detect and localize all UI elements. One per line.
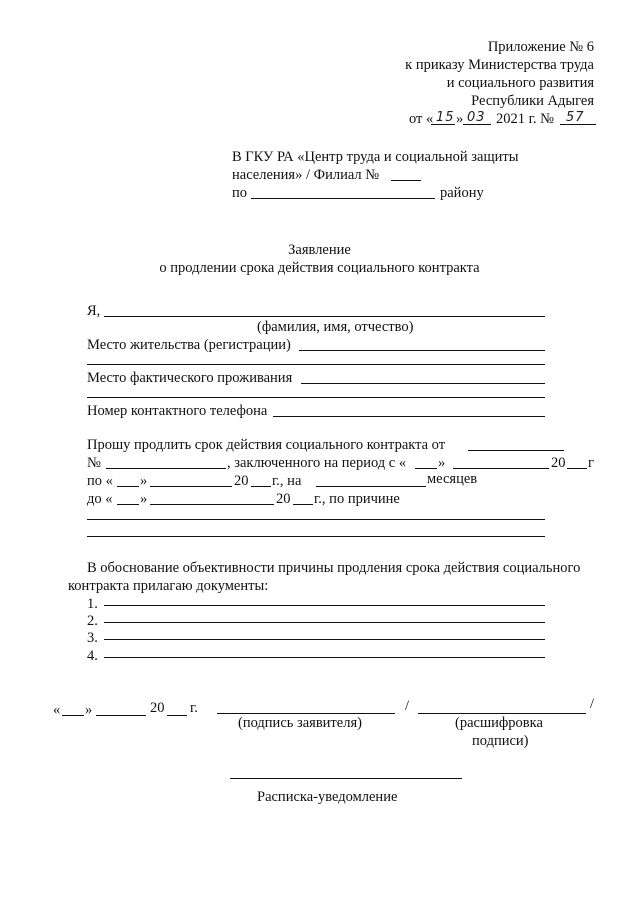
request-until-quote: »: [140, 491, 148, 507]
document-subtitle: о продлении срока действия социального контракта: [159, 260, 480, 276]
sign-slash-1: /: [405, 698, 410, 714]
signature-decode-caption-1: (расшифровка: [455, 715, 543, 731]
document-item-2-number: 2.: [87, 613, 98, 629]
order-year-number-label: 2021 г. №: [496, 111, 555, 127]
request-period-from-quote: »: [438, 455, 446, 471]
request-period-from-label: , заключенного на период с «: [227, 455, 407, 471]
request-period-from-g: г: [588, 455, 594, 471]
request-until-label: до «: [87, 491, 113, 507]
document-item-4-number: 4.: [87, 648, 98, 664]
documents-intro-line-2: контракта прилагаю документы:: [68, 578, 269, 594]
request-line-1: Прошу продлить срок действия социального контракта от: [87, 437, 446, 453]
sign-date-close-quote: »: [85, 702, 93, 718]
sign-slash-2: /: [590, 696, 595, 712]
request-period-to-quote: »: [140, 473, 148, 489]
sign-date-g: г.: [190, 700, 198, 716]
phone-label: Номер контактного телефона: [87, 403, 268, 419]
request-reason-label: г., по причине: [314, 491, 400, 507]
request-period-from-year: 20: [551, 455, 566, 471]
document-item-3-number: 3.: [87, 630, 98, 646]
order-number: 57: [566, 110, 585, 125]
order-day: 15: [436, 110, 455, 125]
addressee-line-3-prefix: по: [232, 185, 248, 201]
request-until-year: 20: [276, 491, 291, 507]
order-month: 03: [467, 110, 486, 125]
applicant-signature-caption: (подпись заявителя): [238, 715, 362, 731]
request-period-to-year: 20: [234, 473, 249, 489]
signature-decode-caption-2: подписи): [472, 733, 529, 749]
request-contract-no-label: №: [87, 455, 101, 471]
actual-residence-label: Место фактического проживания: [87, 370, 293, 386]
appendix-line-4: Республики Адыгея: [471, 93, 594, 109]
applicant-i-label: Я,: [87, 303, 101, 319]
documents-intro-line-1: В обоснование объективности причины продления срока действия социального: [87, 560, 581, 576]
appendix-line-2: к приказу Министерства труда: [405, 57, 594, 73]
addressee-line-3-suffix: району: [440, 185, 484, 201]
fio-caption: (фамилия, имя, отчество): [257, 319, 414, 335]
sign-date-open-quote: «: [53, 702, 61, 718]
addressee-line-2: населения» / Филиал №: [232, 167, 380, 183]
receipt-title: Расписка-уведомление: [257, 789, 398, 805]
appendix-line-1: Приложение № 6: [487, 39, 594, 55]
request-period-to-label: по «: [87, 473, 113, 489]
residence-label: Место жительства (регистрации): [87, 337, 291, 353]
request-period-on-label: г., на: [272, 473, 302, 489]
request-months-label: месяцев: [427, 471, 478, 487]
addressee-line-1: В ГКУ РА «Центр труда и социальной защиты: [232, 149, 519, 165]
appendix-line-3: и социального развития: [446, 75, 594, 91]
order-date-mid: »: [456, 111, 464, 127]
document-title: Заявление: [288, 242, 351, 258]
sign-date-year: 20: [150, 700, 165, 716]
order-date-prefix: от «: [409, 111, 434, 127]
document-item-1-number: 1.: [87, 596, 98, 612]
